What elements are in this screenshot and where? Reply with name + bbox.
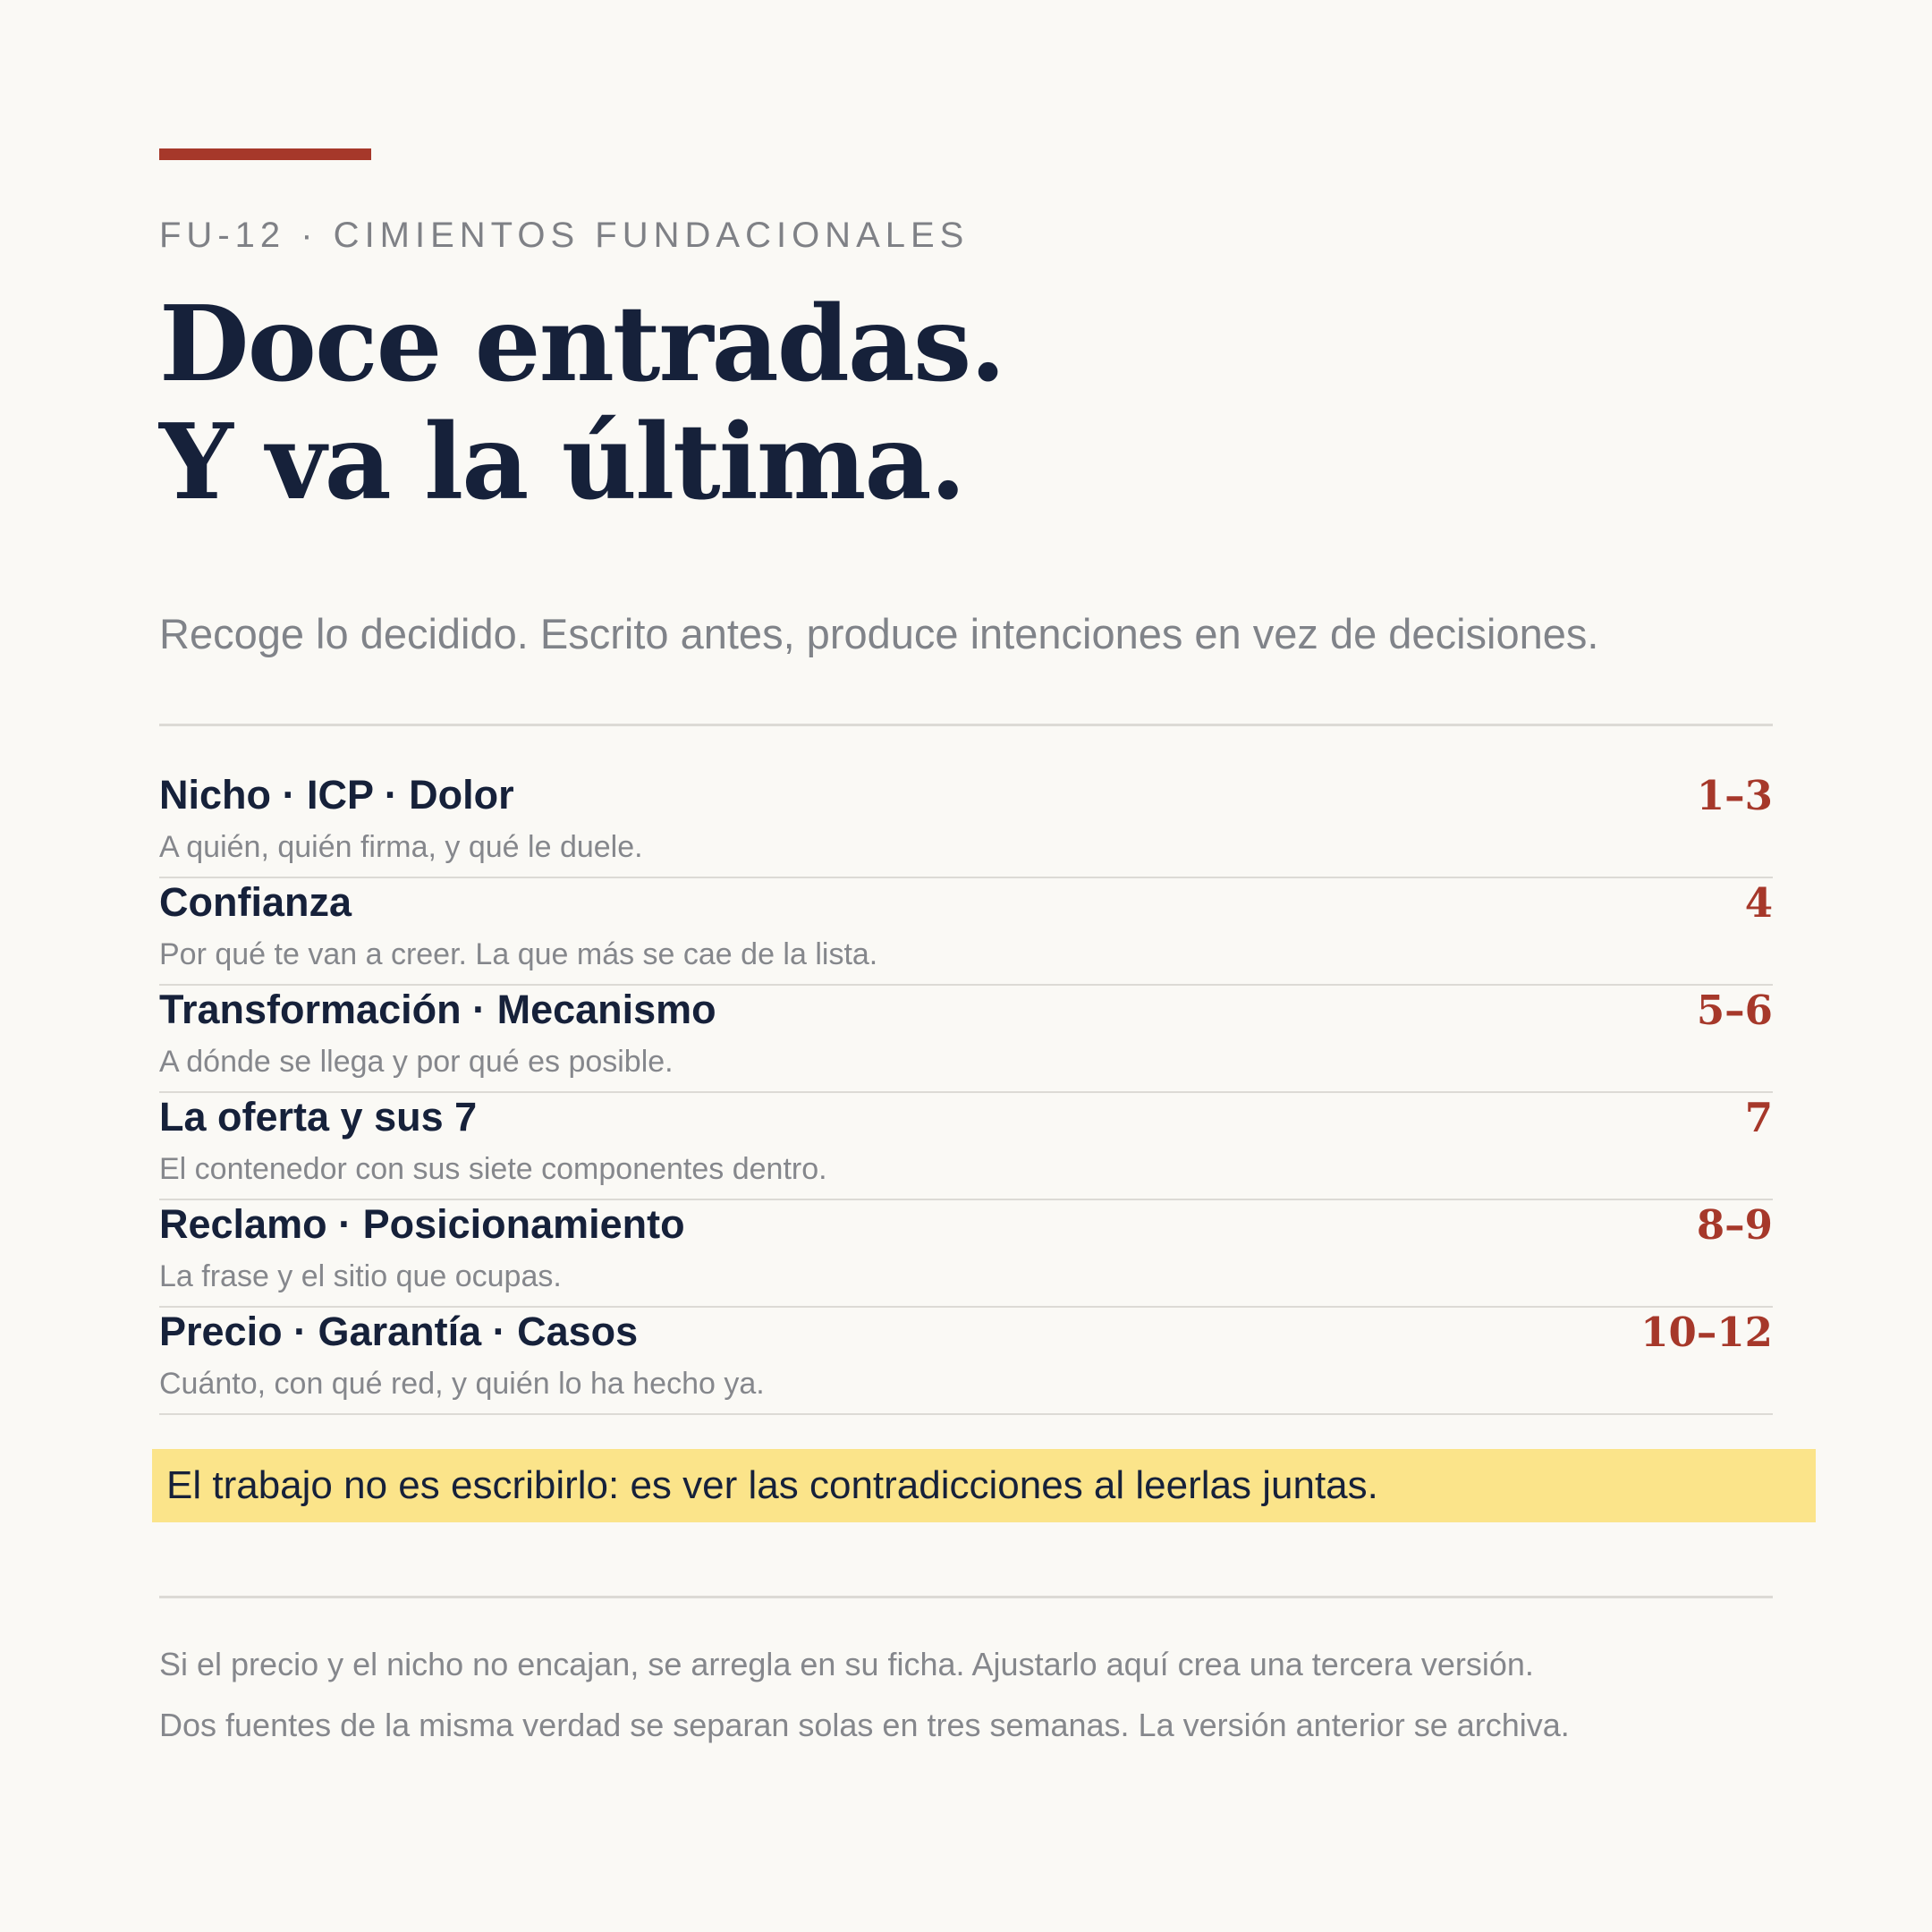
entry-list — [159, 773, 1773, 1415]
footnote-line-2: Dos fuentes de la misma verdad se separan solas en tres semanas. La versión anterior se archiva. — [159, 1707, 1570, 1744]
divider — [159, 724, 1773, 726]
item-subtitle: Cuánto, con qué red, y quién lo ha hecho ya. — [159, 1367, 765, 1402]
list-item — [159, 987, 1773, 1093]
item-range: 8–9 — [1696, 1201, 1773, 1250]
highlight-callout: El trabajo no es escribirlo: es ver las contradicciones al leerlas juntas. — [152, 1449, 1816, 1522]
item-title: Transformación · Mecanismo — [159, 987, 716, 1033]
item-subtitle: El contenedor con sus siete componentes dentro. — [159, 1152, 827, 1187]
lede: Recoge lo decidido. Escrito antes, produce intenciones en vez de decisiones. — [159, 610, 1599, 657]
list-item — [159, 880, 1773, 986]
item-title: Reclamo · Posicionamiento — [159, 1201, 685, 1248]
list-item — [159, 1202, 1773, 1308]
item-range: 5–6 — [1696, 987, 1773, 1035]
item-title: Nicho · ICP · Dolor — [159, 772, 514, 818]
item-subtitle: A dónde se llega y por qué es posible. — [159, 1045, 674, 1080]
item-range: 10–12 — [1640, 1309, 1773, 1357]
item-title: Precio · Garantía · Casos — [159, 1309, 639, 1355]
list-item — [159, 773, 1773, 878]
eyebrow: FU-12 · CIMIENTOS FUNDACIONALES — [159, 216, 970, 255]
item-subtitle: A quién, quién firma, y qué le duele. — [159, 830, 643, 865]
item-range: 4 — [1744, 879, 1773, 928]
list-item — [159, 1095, 1773, 1200]
headline — [159, 285, 1773, 521]
item-subtitle: La frase y el sitio que ocupas. — [159, 1259, 562, 1294]
headline-line-2: Y va la última. — [159, 402, 965, 523]
item-title: Confianza — [159, 879, 352, 926]
footnote — [159, 1634, 1773, 1756]
list-item — [159, 1309, 1773, 1415]
accent-bar — [159, 148, 371, 160]
headline-line-1: Doce entradas. — [159, 284, 1004, 405]
item-range: 1–3 — [1696, 772, 1773, 820]
divider — [159, 1596, 1773, 1598]
item-title: La oferta y sus 7 — [159, 1094, 478, 1140]
footnote-line-1: Si el precio y el nicho no encajan, se arregla en su ficha. Ajustarlo aquí crea una tercera versión. — [159, 1646, 1534, 1683]
page — [159, 148, 1773, 1756]
item-range: 7 — [1744, 1094, 1773, 1142]
item-subtitle: Por qué te van a creer. La que más se cae de la lista. — [159, 937, 878, 972]
